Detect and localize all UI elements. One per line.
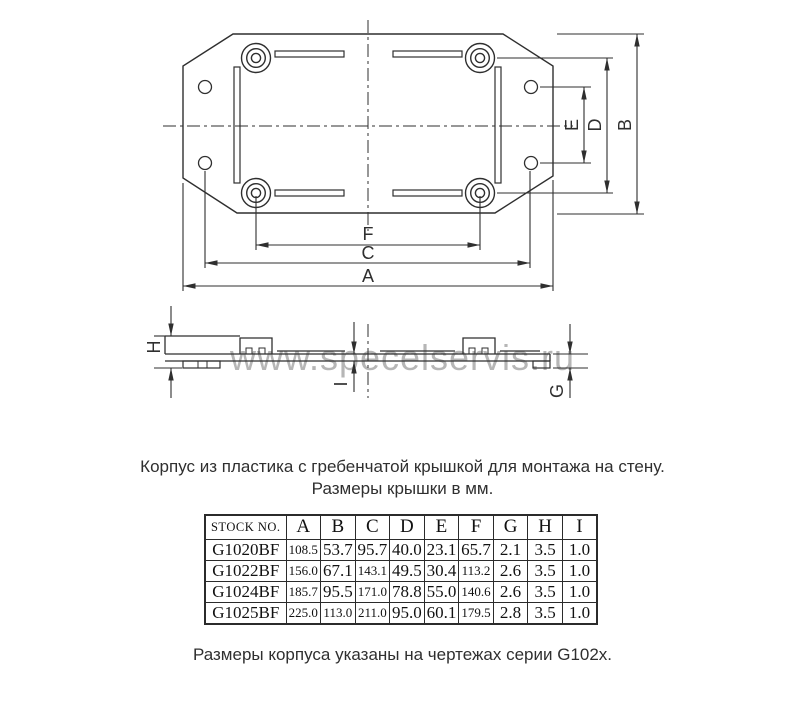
table-cell: 113.0 (321, 602, 356, 624)
table-cell: 3.5 (528, 581, 563, 602)
table-cell: 3.5 (528, 602, 563, 624)
table-cell: 78.8 (390, 581, 425, 602)
comb-boss-right (463, 338, 495, 354)
table-cell: 2.1 (493, 539, 528, 560)
header-A: A (286, 515, 321, 539)
header-C: C (355, 515, 390, 539)
footer-caption: Размеры корпуса указаны на чертежах серии G102x. (192, 645, 613, 664)
label-A: A (361, 266, 375, 286)
boss-top-right (466, 44, 495, 73)
label-B: B (615, 118, 635, 132)
table-cell: 156.0 (286, 560, 321, 581)
side-view (154, 306, 588, 398)
table-header-row (205, 515, 597, 539)
label-H: H (144, 340, 164, 354)
table-cell: 60.1 (424, 602, 459, 624)
table-cell: 55.0 (424, 581, 459, 602)
header-I: I (562, 515, 597, 539)
table-cell: 140.6 (459, 581, 494, 602)
foot-right (533, 361, 550, 368)
label-I: I (331, 381, 351, 387)
table-row (205, 581, 597, 602)
table-row (205, 602, 597, 624)
boss-top-left (242, 44, 271, 73)
label-F: F (362, 224, 374, 244)
label-D: D (585, 118, 605, 132)
table-cell: 40.0 (390, 539, 425, 560)
caption-line-2: Размеры крышки в мм. (311, 479, 494, 498)
table-cell: 95.0 (390, 602, 425, 624)
stock-no: G1025BF (205, 602, 286, 624)
table-cell: 2.8 (493, 602, 528, 624)
label-G: G (547, 383, 567, 399)
header-B: B (321, 515, 356, 539)
watermark-text: www.specelservis.ru (229, 337, 576, 378)
table-cell: 2.6 (493, 581, 528, 602)
stock-no: G1022BF (205, 560, 286, 581)
tray-left (183, 361, 220, 368)
dimensions-table (204, 514, 598, 625)
table-cell: 179.5 (459, 602, 494, 624)
table-cell: 67.1 (321, 560, 356, 581)
table-cell: 53.7 (321, 539, 356, 560)
top-view (163, 20, 644, 291)
header-G: G (493, 515, 528, 539)
table-cell: 2.6 (493, 560, 528, 581)
table-row (205, 560, 597, 581)
table-cell: 1.0 (562, 560, 597, 581)
stock-no: G1024BF (205, 581, 286, 602)
table-cell: 108.5 (286, 539, 321, 560)
table-cell: 1.0 (562, 539, 597, 560)
label-E: E (562, 118, 582, 132)
table-row (205, 539, 597, 560)
table-cell: 225.0 (286, 602, 321, 624)
header-D: D (390, 515, 425, 539)
header-stock-no: STOCK NO. (205, 515, 286, 539)
table-cell: 113.2 (459, 560, 494, 581)
top-view-labels (362, 119, 636, 287)
header-F: F (459, 515, 494, 539)
table-cell: 3.5 (528, 539, 563, 560)
table-cell: 49.5 (390, 560, 425, 581)
table-cell: 1.0 (562, 602, 597, 624)
table-cell: 3.5 (528, 560, 563, 581)
table-cell: 23.1 (424, 539, 459, 560)
label-C: C (361, 243, 375, 263)
table-cell: 95.7 (355, 539, 390, 560)
centerlines (163, 20, 573, 231)
table-cell: 65.7 (459, 539, 494, 560)
table-cell: 1.0 (562, 581, 597, 602)
cover-profile (165, 336, 550, 368)
comb-boss-left (240, 338, 272, 354)
stock-no: G1020BF (205, 539, 286, 560)
header-H: H (528, 515, 563, 539)
table-cell: 211.0 (355, 602, 390, 624)
table-cell: 171.0 (355, 581, 390, 602)
table-cell: 185.7 (286, 581, 321, 602)
caption-line-1: Корпус из пластика с гребенчатой крышкой для монтажа на стену. (140, 457, 665, 476)
description-captions (0, 456, 805, 500)
header-E: E (424, 515, 459, 539)
side-view-labels (144, 341, 567, 399)
table-cell: 30.4 (424, 560, 459, 581)
table-cell: 95.5 (321, 581, 356, 602)
table-cell: 143.1 (355, 560, 390, 581)
